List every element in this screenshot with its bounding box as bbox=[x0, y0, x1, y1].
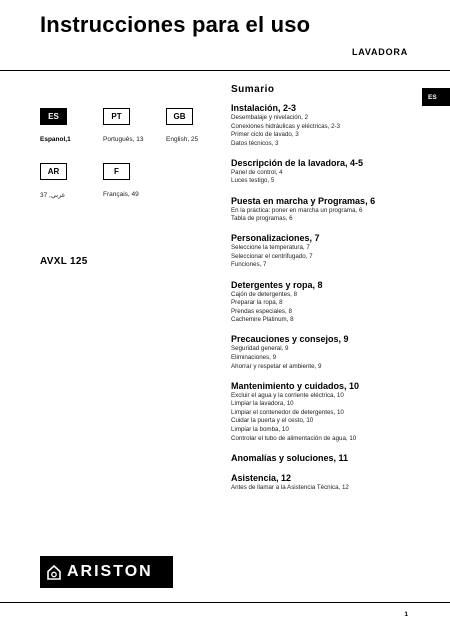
language-label-es: Espanol,1 bbox=[40, 136, 71, 143]
language-label-gb: English, 25 bbox=[166, 136, 199, 143]
language-gb[interactable] bbox=[166, 108, 198, 143]
toc-item[interactable]: En la práctica: poner en marcha un programa, 6 bbox=[231, 206, 363, 214]
toc-section bbox=[231, 380, 431, 444]
house-icon bbox=[47, 565, 61, 580]
toc-section bbox=[231, 232, 431, 270]
toc-item[interactable]: Panel de control, 4 bbox=[231, 168, 283, 176]
toc-section bbox=[231, 195, 431, 224]
toc-item[interactable]: Preparar la ropa, 8 bbox=[231, 299, 283, 307]
language-es[interactable] bbox=[40, 108, 71, 143]
language-code-f: F bbox=[103, 163, 130, 180]
toc-section bbox=[231, 333, 431, 371]
toc-item[interactable]: Cuidar la puerta y el cesto, 10 bbox=[231, 417, 314, 425]
toc-section-title[interactable]: Mantenimiento y cuidados, 10 bbox=[231, 380, 360, 391]
toc-sections bbox=[231, 102, 431, 493]
toc-section-title[interactable]: Personalizaciones, 7 bbox=[231, 233, 320, 244]
toc-section-title[interactable]: Anomalías y soluciones, 11 bbox=[231, 452, 349, 463]
toc-item[interactable]: Excluir el agua y la corriente eléctrica, 10 bbox=[231, 391, 344, 399]
language-pt[interactable] bbox=[103, 108, 143, 143]
toc-item[interactable]: Conexiones hidráulicas y eléctricas, 2-3 bbox=[231, 122, 341, 130]
brand-name: ARISTON bbox=[67, 563, 153, 580]
top-rule bbox=[0, 70, 450, 71]
toc-item[interactable]: Seleccione la temperatura, 7 bbox=[231, 244, 310, 252]
toc-section-title[interactable]: Detergentes y ropa, 8 bbox=[231, 279, 323, 290]
toc-item[interactable]: Seleccionar el centrifugado, 7 bbox=[231, 252, 313, 260]
toc-item[interactable]: Limpiar la bomba, 10 bbox=[231, 426, 289, 434]
toc-section bbox=[231, 279, 431, 325]
toc-item[interactable]: Ahorrar y respetar el ambiente, 9 bbox=[231, 362, 322, 370]
language-label-ar: عربي, 37 bbox=[40, 192, 66, 199]
toc-item[interactable]: Funciones, 7 bbox=[231, 261, 267, 269]
toc-item[interactable]: Prendas especiales, 8 bbox=[231, 307, 292, 315]
language-f[interactable] bbox=[103, 163, 139, 198]
toc-section-title[interactable]: Asistencia, 12 bbox=[231, 473, 292, 484]
language-code-gb: GB bbox=[166, 108, 193, 125]
toc-section-title[interactable]: Instalación, 2-3 bbox=[231, 103, 297, 113]
toc-section bbox=[231, 452, 431, 464]
toc-section bbox=[231, 157, 431, 186]
table-of-contents bbox=[231, 84, 431, 501]
toc-item[interactable]: Desembalaje y nivelación, 2 bbox=[231, 114, 309, 121]
product-type: LAVADORA bbox=[351, 47, 408, 57]
toc-item[interactable]: Datos técnicos, 3 bbox=[231, 139, 279, 147]
toc-item[interactable]: Antes de llamar a la Asistencia Técnica, 12 bbox=[231, 484, 349, 492]
toc-section-title[interactable]: Puesta en marcha y Programas, 6 bbox=[231, 195, 376, 206]
toc-item[interactable]: Controlar el tubo de alimentación de agua, 10 bbox=[231, 434, 357, 442]
brand-logo bbox=[40, 556, 173, 588]
bottom-rule bbox=[0, 602, 450, 603]
language-label-pt: Português, 13 bbox=[103, 136, 144, 143]
toc-section-title[interactable]: Precauciones y consejos, 9 bbox=[231, 334, 349, 345]
toc-item[interactable]: Seguridad general, 9 bbox=[231, 345, 289, 353]
language-label-f: Français, 49 bbox=[103, 191, 139, 198]
toc-section bbox=[231, 472, 431, 493]
page-number: 1 bbox=[404, 611, 408, 618]
language-code-es: ES bbox=[40, 108, 67, 125]
toc-item[interactable]: Limpiar el contenedor de detergentes, 10 bbox=[231, 408, 344, 416]
toc-section-title[interactable]: Descripción de la lavadora, 4-5 bbox=[231, 157, 364, 168]
language-tab: ES bbox=[422, 88, 450, 106]
toc-section bbox=[231, 102, 431, 148]
toc-item[interactable]: Limpiar la lavadora, 10 bbox=[231, 400, 294, 408]
toc-heading: Sumario bbox=[231, 84, 275, 95]
language-code-ar: AR bbox=[40, 163, 67, 180]
toc-item[interactable]: Cachemire Platinum, 8 bbox=[231, 316, 294, 324]
toc-item[interactable]: Tabla de programas, 6 bbox=[231, 215, 293, 223]
toc-item[interactable]: Luces testigo, 5 bbox=[231, 177, 275, 185]
model-number: AVXL 125 bbox=[40, 256, 88, 267]
language-code-pt: PT bbox=[103, 108, 130, 125]
toc-item[interactable]: Eliminaciones, 9 bbox=[231, 354, 277, 361]
toc-item[interactable]: Primer ciclo de lavado, 3 bbox=[231, 131, 299, 139]
document-title: Instrucciones para el uso bbox=[40, 12, 311, 37]
toc-item[interactable]: Cajón de detergentes, 8 bbox=[231, 290, 298, 298]
language-ar[interactable] bbox=[40, 163, 67, 199]
